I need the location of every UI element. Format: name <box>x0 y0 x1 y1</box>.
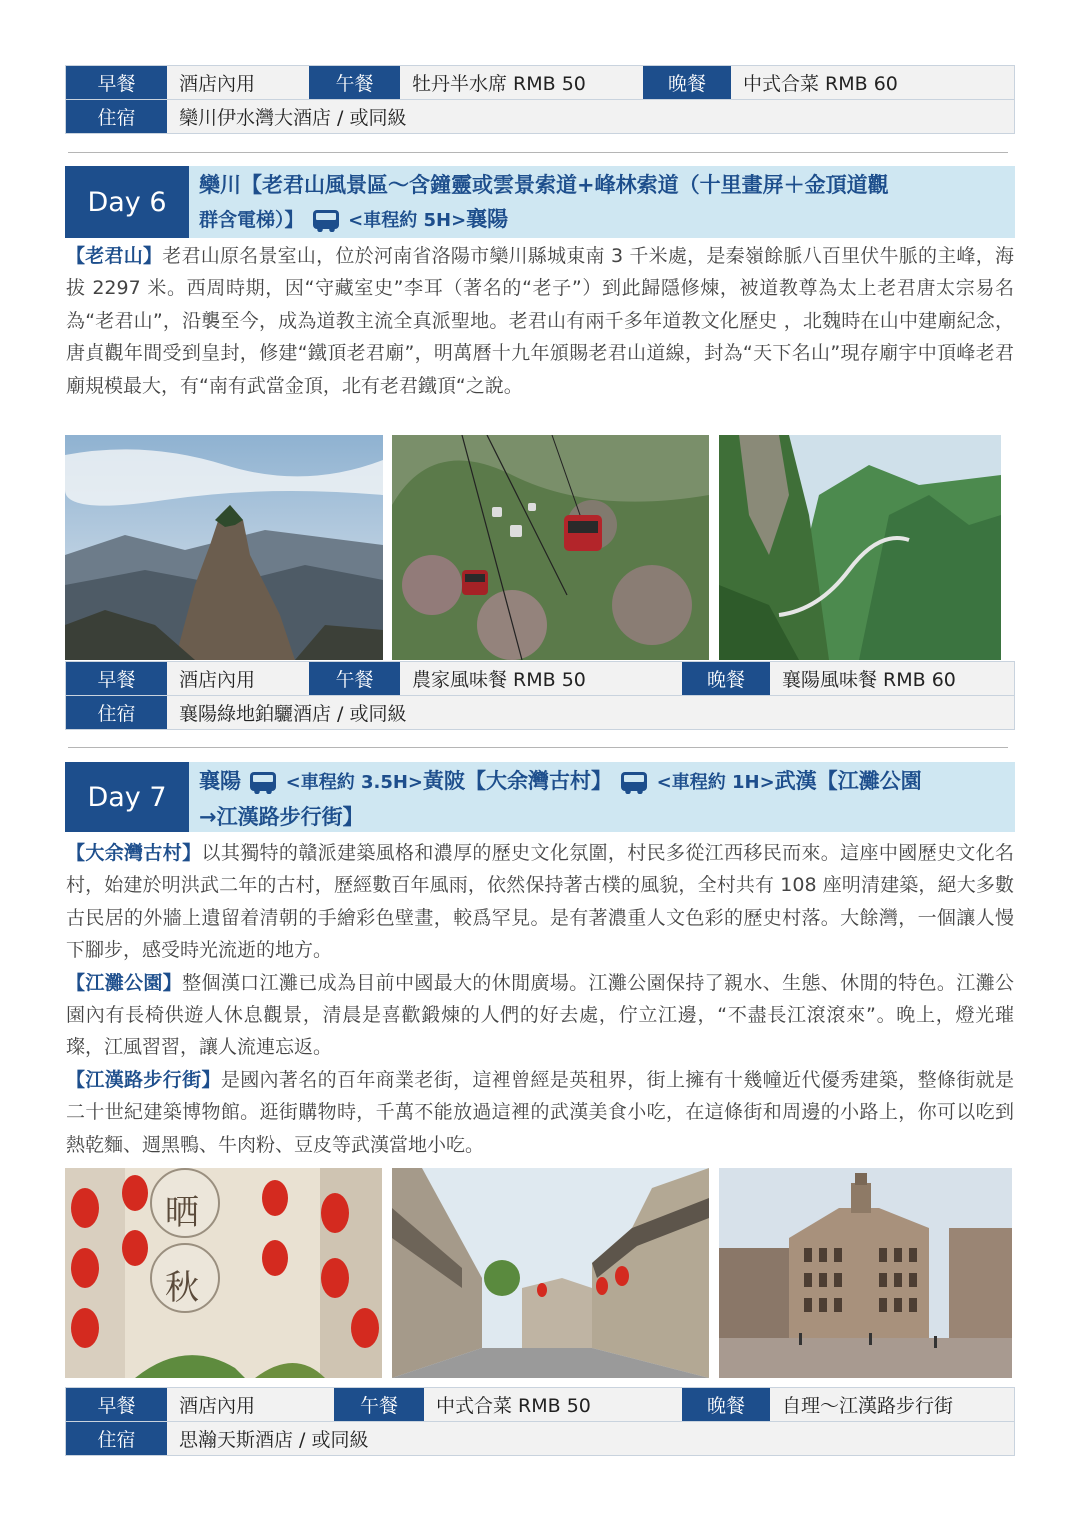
lunch-value: 牡丹半水席 RMB 50 <box>400 66 643 99</box>
day7-para-2-text: 整個漢口江灘已成為目前中國最大的休閒廣場。江灘公園保持了親水、生態、休閒的特色。江灘公園內有長椅供遊人休息觀景，清晨是喜歡鍛煉的人們的好去處，佇立江邊，“不盡長江滾滾來”。晚上，燈光璀璨，江風習習，讓人流連忘返。 <box>66 971 1014 1059</box>
day6-badge: Day 6 <box>65 166 189 238</box>
jianghan-road-photo <box>719 1168 1012 1378</box>
lunch-label: 午餐 <box>334 1388 424 1421</box>
cable-car-photo <box>392 435 709 660</box>
day6-title-line2: 群含電梯）】 <box>199 209 304 231</box>
day6-para-label: 【老君山】 <box>66 245 163 267</box>
day7-title-line2: →江漢路步行街】 <box>199 805 364 829</box>
day7-description <box>66 837 1014 1161</box>
top-meal-table <box>65 65 1015 134</box>
sun-autumn-sign-photo <box>65 1168 382 1378</box>
lunch-label: 午餐 <box>309 662 400 695</box>
day7-header <box>65 762 1015 832</box>
breakfast-value: 酒店內用 <box>167 662 309 695</box>
hotel-row <box>66 695 1014 729</box>
day7-para-1-label: 【大余灣古村】 <box>66 842 202 864</box>
hotel-row <box>66 1421 1014 1455</box>
hotel-label: 住宿 <box>66 1422 167 1455</box>
divider <box>68 747 1008 748</box>
meal-row <box>66 662 1014 695</box>
day7-stop-1: 黃陂【大余灣古村】 <box>423 769 613 793</box>
bus-icon <box>621 772 647 791</box>
hotel-value: 思瀚天斯酒店 / 或同級 <box>167 1422 1014 1455</box>
dinner-label: 晚餐 <box>643 66 731 99</box>
dinner-label: 晚餐 <box>682 662 770 695</box>
day6-para-text: 老君山原名景室山，位於河南省洛陽市欒川縣城東南 3 千米處，是秦嶺餘脈八百里伏牛脈的主峰，海拔 2297 米。西周時期，因“守藏室史”李耳（著名的“老子”）到此歸隱修煉，被道教尊為太上老君唐太宗易名為“老君山”，沿襲至今，成為道教主流全真派聖地。老君山有兩千多年道教文化歷史 ，北魏時在山中建廟紀念，唐貞觀年間受到皇封，修建“鐵頂老君廟”，明萬曆十九年頒賜老君山道線，封為“天下名山”現存廟宇中頂峰老君廟規模最大，有“南有武當金頂，北有老君鐵頂“之說。 <box>66 245 1014 397</box>
sign-character-bottom: 秋 <box>165 1268 199 1308</box>
divider <box>68 152 1008 153</box>
dinner-value: 自理～江漢路步行街 <box>770 1388 1014 1421</box>
sign-character-top: 晒 <box>165 1193 199 1233</box>
meal-row <box>66 1388 1014 1421</box>
hotel-row <box>66 99 1014 133</box>
day6-description <box>66 240 1014 402</box>
day7-transport-2: <車程約 1H> <box>656 772 775 793</box>
lunch-value: 中式合菜 RMB 50 <box>424 1388 682 1421</box>
day6-title-line1: 欒川【老君山風景區～含鐘靈或雲景索道+峰林索道（十里畫屏＋金頂道觀 <box>199 173 889 197</box>
day7-transport-1: <車程約 3.5H> <box>285 772 424 793</box>
breakfast-label: 早餐 <box>66 662 167 695</box>
day7-para-3-label: 【江漢路步行街】 <box>66 1068 221 1091</box>
day6-title <box>189 166 1015 238</box>
day7-badge: Day 7 <box>65 762 189 832</box>
day6-header <box>65 166 1015 238</box>
bus-icon <box>250 772 276 791</box>
day6-meal-table <box>65 661 1015 730</box>
laojun-peak-photo <box>65 435 383 660</box>
day7-para-1 <box>66 837 1014 967</box>
hotel-value: 襄陽綠地鉑驪酒店 / 或同級 <box>167 696 1014 729</box>
day7-origin: 襄陽 <box>199 769 241 793</box>
day7-para-3 <box>66 1064 1014 1161</box>
hotel-value: 欒川伊水灣大酒店 / 或同級 <box>167 100 1014 133</box>
old-village-lane-photo <box>392 1168 709 1378</box>
breakfast-value: 酒店內用 <box>167 1388 334 1421</box>
lunch-value: 農家風味餐 RMB 50 <box>400 662 682 695</box>
hotel-label: 住宿 <box>66 100 167 133</box>
meal-row <box>66 66 1014 99</box>
breakfast-label: 早餐 <box>66 1388 167 1421</box>
cliff-walkway-photo <box>719 435 1001 660</box>
dinner-label: 晚餐 <box>682 1388 770 1421</box>
day6-transport: <車程約 5H> <box>348 210 467 231</box>
day7-meal-table <box>65 1387 1015 1456</box>
bus-icon <box>313 210 339 229</box>
day7-para-2 <box>66 967 1014 1064</box>
day6-destination: 襄陽 <box>466 207 509 231</box>
day7-stop-2: 武漢【江灘公園 <box>774 769 922 793</box>
day7-para-1-text: 以其獨特的贛派建築風格和濃厚的歷史文化氛圍，村民多從江西移民而來。這座中國歷史文化名村，始建於明洪武二年的古村，歷經數百年風雨，依然保持著古樸的風貌，全村共有 108 座明清建築，絕大多數古民居的外牆上遺留着清朝的手繪彩色壁畫，較爲罕見。是有著濃重人文色彩的歷史村落。大餘灣，一個讓人慢下腳步，感受時光流逝的地方。 <box>66 842 1014 962</box>
day7-para-2-label: 【江灘公園】 <box>66 971 183 994</box>
dinner-value: 中式合菜 RMB 60 <box>731 66 1014 99</box>
breakfast-value: 酒店內用 <box>167 66 309 99</box>
lunch-label: 午餐 <box>309 66 400 99</box>
day7-para-3-text: 是國內著名的百年商業老街，這裡曾經是英租界，街上擁有十幾幢近代優秀建築，整條街就是二十世紀建築博物館。逛街購物時，千萬不能放過這裡的武漢美食小吃，在這條街和周邊的小路上，你可以吃到熱乾麵、週黑鴨、牛肉粉、豆皮等武漢當地小吃。 <box>66 1068 1014 1156</box>
breakfast-label: 早餐 <box>66 66 167 99</box>
day7-title <box>189 762 1015 832</box>
dinner-value: 襄陽風味餐 RMB 60 <box>770 662 1014 695</box>
hotel-label: 住宿 <box>66 696 167 729</box>
